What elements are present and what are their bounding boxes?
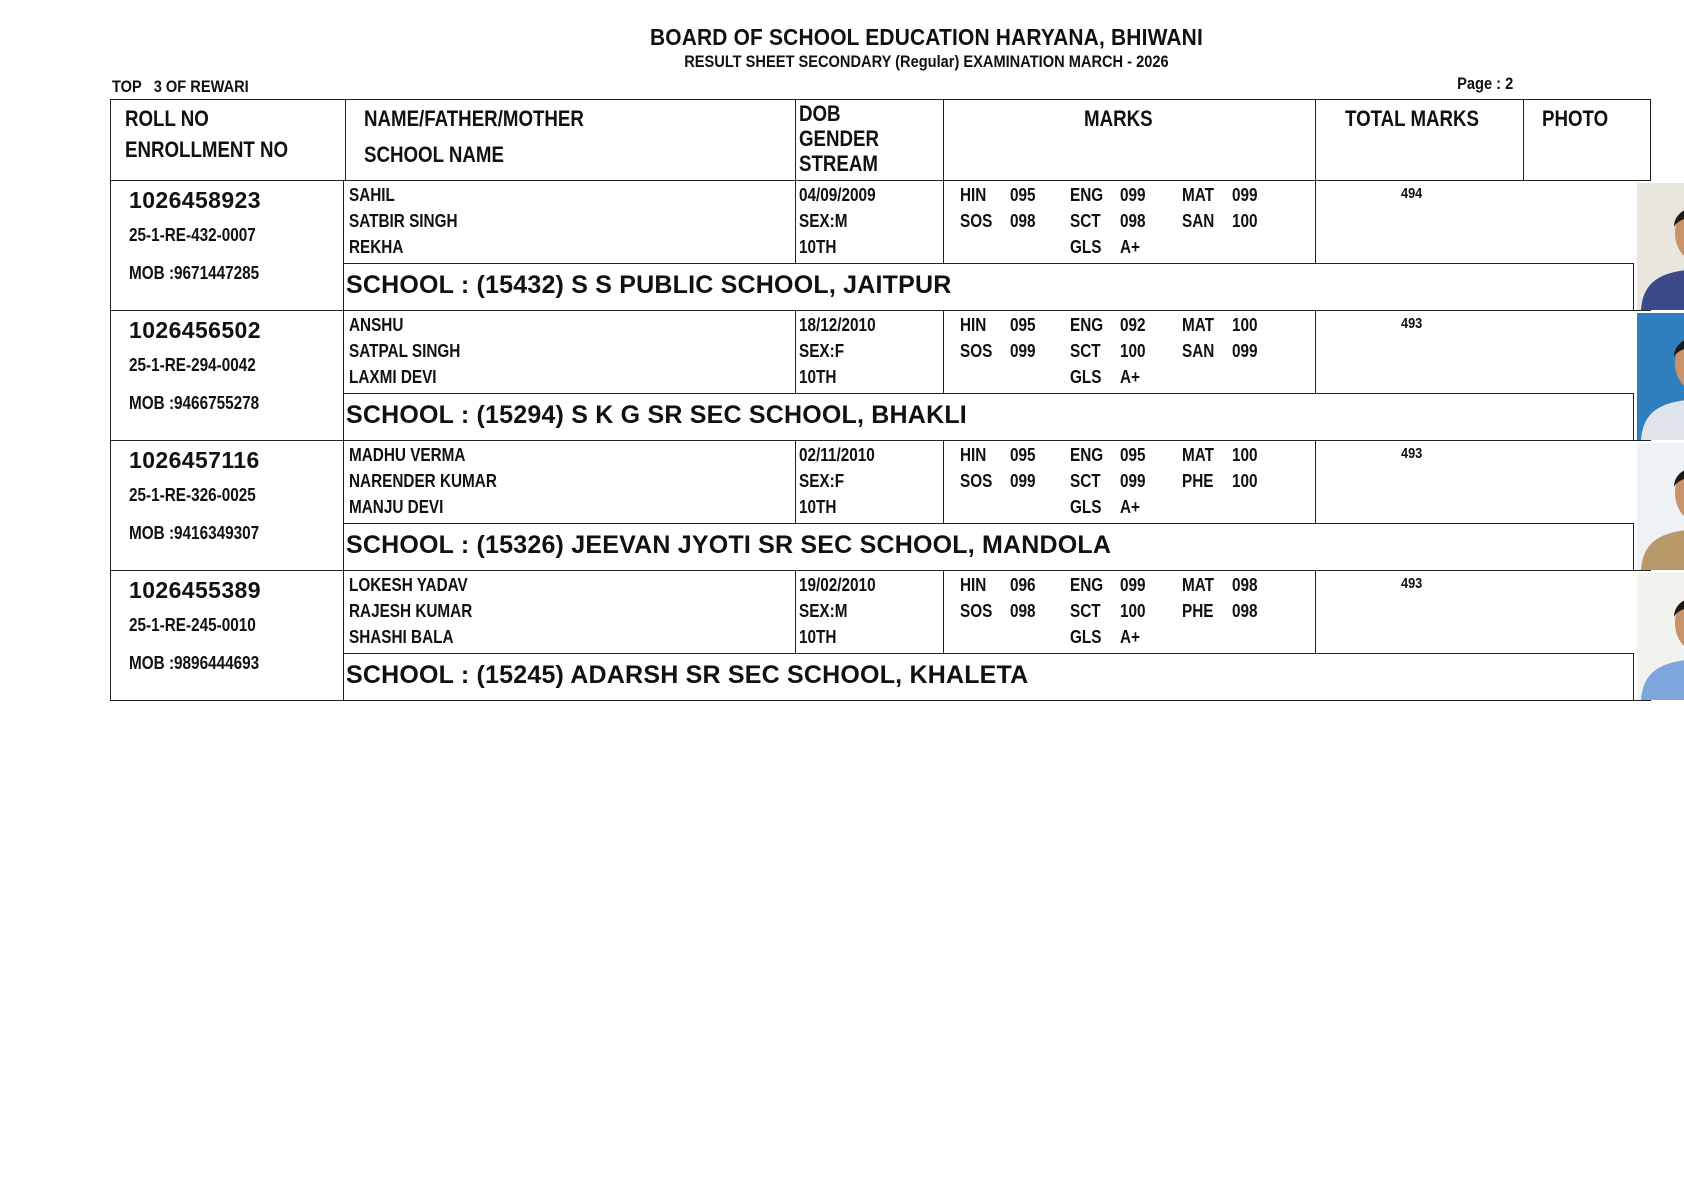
header-stream: STREAM [799,151,878,176]
marks-cell [944,181,1316,264]
subject-code: SOS [960,341,993,361]
subject-marks: 099 [1120,471,1146,491]
total-marks: 493 [1401,445,1423,462]
subject-marks: 096 [1010,575,1036,595]
father-name: SATPAL SINGH [349,341,461,361]
result-table [110,99,1651,701]
header-dob-cell [796,100,944,180]
header-enrollment-no: ENROLLMENT NO [125,137,289,162]
header-roll-cell [111,100,346,180]
total-marks: 493 [1401,315,1423,332]
roll-cell [111,571,344,700]
header-marks: MARKS [1084,106,1153,131]
mother-name: REKHA [349,237,404,257]
school-name: SCHOOL : (15294) S K G SR SEC SCHOOL, BHAKLI [346,401,967,429]
total-cell [1316,571,1524,654]
student-record [111,181,1651,311]
subject-marks: 100 [1232,445,1258,465]
gender: SEX:F [799,341,845,361]
gls-grade: A+ [1120,367,1140,387]
subject-code: ENG [1070,315,1104,335]
details-row [344,441,1634,524]
dob-cell [796,441,944,524]
gls-label: GLS [1070,627,1102,647]
mobile-number: MOB :9896444693 [129,653,260,673]
header-photo-cell [1524,100,1651,180]
subject-marks: 100 [1232,315,1258,335]
subject-code: MAT [1182,445,1215,465]
name-cell [344,181,796,264]
roll-number: 1026458923 [129,187,261,213]
student-name: LOKESH YADAV [349,575,468,595]
subject-marks: 095 [1120,445,1146,465]
total-marks: 493 [1401,575,1423,592]
subject-code: MAT [1182,185,1215,205]
date-of-birth: 04/09/2009 [799,185,876,205]
subject-code: SOS [960,601,993,621]
mother-name: MANJU DEVI [349,497,444,517]
gls-label: GLS [1070,497,1102,517]
subject-code: SOS [960,471,993,491]
gls-grade: A+ [1120,627,1140,647]
subject-code: ENG [1070,445,1104,465]
stream: 10TH [799,237,837,257]
father-name: SATBIR SINGH [349,211,458,231]
subject-marks: 099 [1120,575,1146,595]
student-photo [1634,441,1684,570]
header-marks-cell [944,100,1316,180]
details-row [344,571,1634,654]
roll-cell [111,311,344,440]
header-total-cell [1316,100,1524,180]
subject-code: SAN [1182,211,1215,231]
gls-grade: A+ [1120,497,1140,517]
subject-marks: 100 [1120,341,1146,361]
student-name: ANSHU [349,315,404,335]
marks-cell [944,441,1316,524]
mobile-number: MOB :9671447285 [129,263,260,283]
subject-code: HIN [960,185,987,205]
subject-marks: 099 [1010,471,1036,491]
student-record [111,311,1651,441]
subject-code: HIN [960,575,987,595]
date-of-birth: 18/12/2010 [799,315,876,335]
total-marks: 494 [1401,185,1423,202]
district-subtitle: TOP 3 OF REWARI [112,77,249,96]
subject-code: HIN [960,315,987,335]
roll-cell [111,441,344,570]
total-cell [1316,311,1524,394]
enrollment-number: 25-1-RE-294-0042 [129,355,256,375]
subject-marks: 095 [1010,185,1036,205]
student-photo-image [1637,183,1684,310]
board-title: BOARD OF SCHOOL EDUCATION HARYANA, BHIWANI [649,24,1203,50]
student-record [111,441,1651,571]
dob-cell [796,311,944,394]
stream: 10TH [799,497,837,517]
roll-number: 1026455389 [129,577,261,603]
subject-code: ENG [1070,185,1104,205]
subject-marks: 098 [1232,601,1258,621]
subject-marks: 099 [1120,185,1146,205]
mother-name: SHASHI BALA [349,627,454,647]
header-photo: PHOTO [1542,106,1609,131]
subject-marks: 099 [1232,341,1258,361]
subject-code: ENG [1070,575,1104,595]
subject-marks: 100 [1120,601,1146,621]
header-gender: GENDER [799,126,880,151]
gender: SEX:M [799,601,848,621]
subject-code: MAT [1182,315,1215,335]
subject-marks: 098 [1120,211,1146,231]
name-cell [344,311,796,394]
gls-grade: A+ [1120,237,1140,257]
exam-title: RESULT SHEET SECONDARY (Regular) EXAMINATION MARCH - 2026 [684,52,1169,71]
student-record [111,571,1651,701]
table-header [111,100,1651,181]
enrollment-number: 25-1-RE-326-0025 [129,485,256,505]
roll-number: 1026457116 [129,447,260,473]
marks-cell [944,571,1316,654]
stream: 10TH [799,627,837,647]
header-dob: DOB [799,101,841,126]
subject-marks: 099 [1010,341,1036,361]
school-row [344,394,1634,440]
header-school-name: SCHOOL NAME [364,142,504,167]
enrollment-number: 25-1-RE-245-0010 [129,615,256,635]
gls-label: GLS [1070,367,1102,387]
subject-marks: 092 [1120,315,1146,335]
date-of-birth: 19/02/2010 [799,575,876,595]
subject-code: MAT [1182,575,1215,595]
subject-marks: 098 [1010,601,1036,621]
dob-cell [796,181,944,264]
student-photo-image [1637,443,1684,570]
gls-label: GLS [1070,237,1102,257]
gender: SEX:F [799,471,845,491]
stream: 10TH [799,367,837,387]
header-total-marks: TOTAL MARKS [1345,106,1480,131]
subject-marks: 100 [1232,471,1258,491]
subject-code: HIN [960,445,987,465]
subject-marks: 098 [1010,211,1036,231]
school-name: SCHOOL : (15432) S S PUBLIC SCHOOL, JAITPUR [346,271,952,299]
header-name: NAME/FATHER/MOTHER [364,106,584,131]
details-row [344,311,1634,394]
marks-cell [944,311,1316,394]
subject-marks: 095 [1010,315,1036,335]
student-photo-image [1637,573,1684,700]
roll-cell [111,181,344,310]
subject-code: SCT [1070,601,1101,621]
date-of-birth: 02/11/2010 [799,445,875,465]
father-name: NARENDER KUMAR [349,471,497,491]
name-cell [344,571,796,654]
subject-code: SCT [1070,341,1101,361]
student-photo [1634,311,1684,440]
subject-code: SAN [1182,341,1215,361]
roll-number: 1026456502 [129,317,261,343]
school-name: SCHOOL : (15326) JEEVAN JYOTI SR SEC SCHOOL, MANDOLA [346,531,1112,559]
student-name: SAHIL [349,185,395,205]
student-photo [1634,181,1684,310]
school-row [344,264,1634,310]
enrollment-number: 25-1-RE-432-0007 [129,225,256,245]
subject-marks: 095 [1010,445,1036,465]
mother-name: LAXMI DEVI [349,367,437,387]
subject-code: SOS [960,211,993,231]
header-roll-no: ROLL NO [125,106,209,131]
student-photo-image [1637,313,1684,440]
school-row [344,654,1634,700]
header-name-cell [346,100,796,180]
father-name: RAJESH KUMAR [349,601,473,621]
details-row [344,181,1634,264]
mobile-number: MOB :9466755278 [129,393,260,413]
student-photo [1634,571,1684,700]
total-cell [1316,441,1524,524]
subject-marks: 098 [1232,575,1258,595]
subject-code: SCT [1070,471,1101,491]
page-number: Page : 2 [1456,74,1513,93]
school-name: SCHOOL : (15245) ADARSH SR SEC SCHOOL, KHALETA [346,661,1029,689]
dob-cell [796,571,944,654]
subject-code: PHE [1182,471,1214,491]
school-row [344,524,1634,570]
total-cell [1316,181,1524,264]
gender: SEX:M [799,211,848,231]
name-cell [344,441,796,524]
student-name: MADHU VERMA [349,445,466,465]
subject-marks: 099 [1232,185,1258,205]
subject-marks: 100 [1232,211,1258,231]
subject-code: SCT [1070,211,1101,231]
subject-code: PHE [1182,601,1214,621]
mobile-number: MOB :9416349307 [129,523,260,543]
